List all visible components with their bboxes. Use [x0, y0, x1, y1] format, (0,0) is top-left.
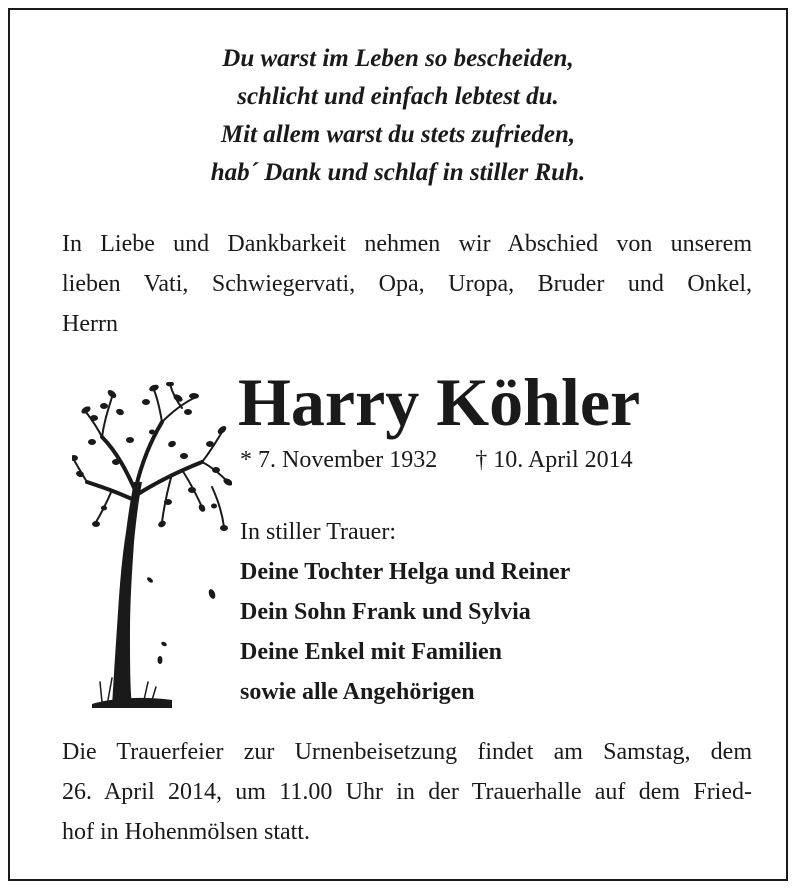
mourner-line-4: sowie alle Angehörigen [240, 679, 475, 705]
deceased-name: Harry Köhler [238, 364, 641, 440]
death-date: † 10. April 2014 [475, 447, 633, 473]
funeral-line-2: 26. April 2014, um 11.00 Uhr in der Trauerhalle auf dem Fried- [62, 779, 752, 805]
mourners-block [240, 512, 570, 712]
poem-line-2: schlicht und einfach lebtest du. [237, 83, 559, 110]
mourners-heading: In stiller Trauer: [240, 519, 396, 545]
intro-line-2: lieben Vati, Schwiegervati, Opa, Uropa, Bruder und Onkel, [62, 271, 752, 297]
funeral-details [62, 732, 752, 852]
birth-date: * 7. November 1932 [240, 447, 438, 473]
poem-line-1: Du warst im Leben so bescheiden, [222, 45, 574, 72]
mourner-line-3: Deine Enkel mit Familien [240, 639, 502, 665]
mourner-line-1: Deine Tochter Helga und Reiner [240, 559, 571, 585]
poem-line-4: hab´ Dank und schlaf in stiller Ruh. [210, 159, 586, 186]
funeral-line-1: Die Trauerfeier zur Urnenbeisetzung findet am Samstag, dem [62, 739, 752, 765]
mourner-line-2: Dein Sohn Frank und Sylvia [240, 599, 531, 625]
poem-line-3: Mit allem warst du stets zufrieden, [220, 121, 576, 148]
obituary-notice [8, 8, 788, 881]
memorial-poem [10, 40, 786, 192]
intro-line-1: In Liebe und Dankbarkeit nehmen wir Abschied von unserem [62, 231, 752, 257]
intro-paragraph [62, 224, 752, 344]
funeral-line-3: hof in Hohenmölsen statt. [62, 819, 310, 845]
life-dates [240, 444, 633, 476]
intro-line-3: Herrn [62, 311, 118, 337]
tree-with-falling-leaves-icon [72, 382, 232, 712]
